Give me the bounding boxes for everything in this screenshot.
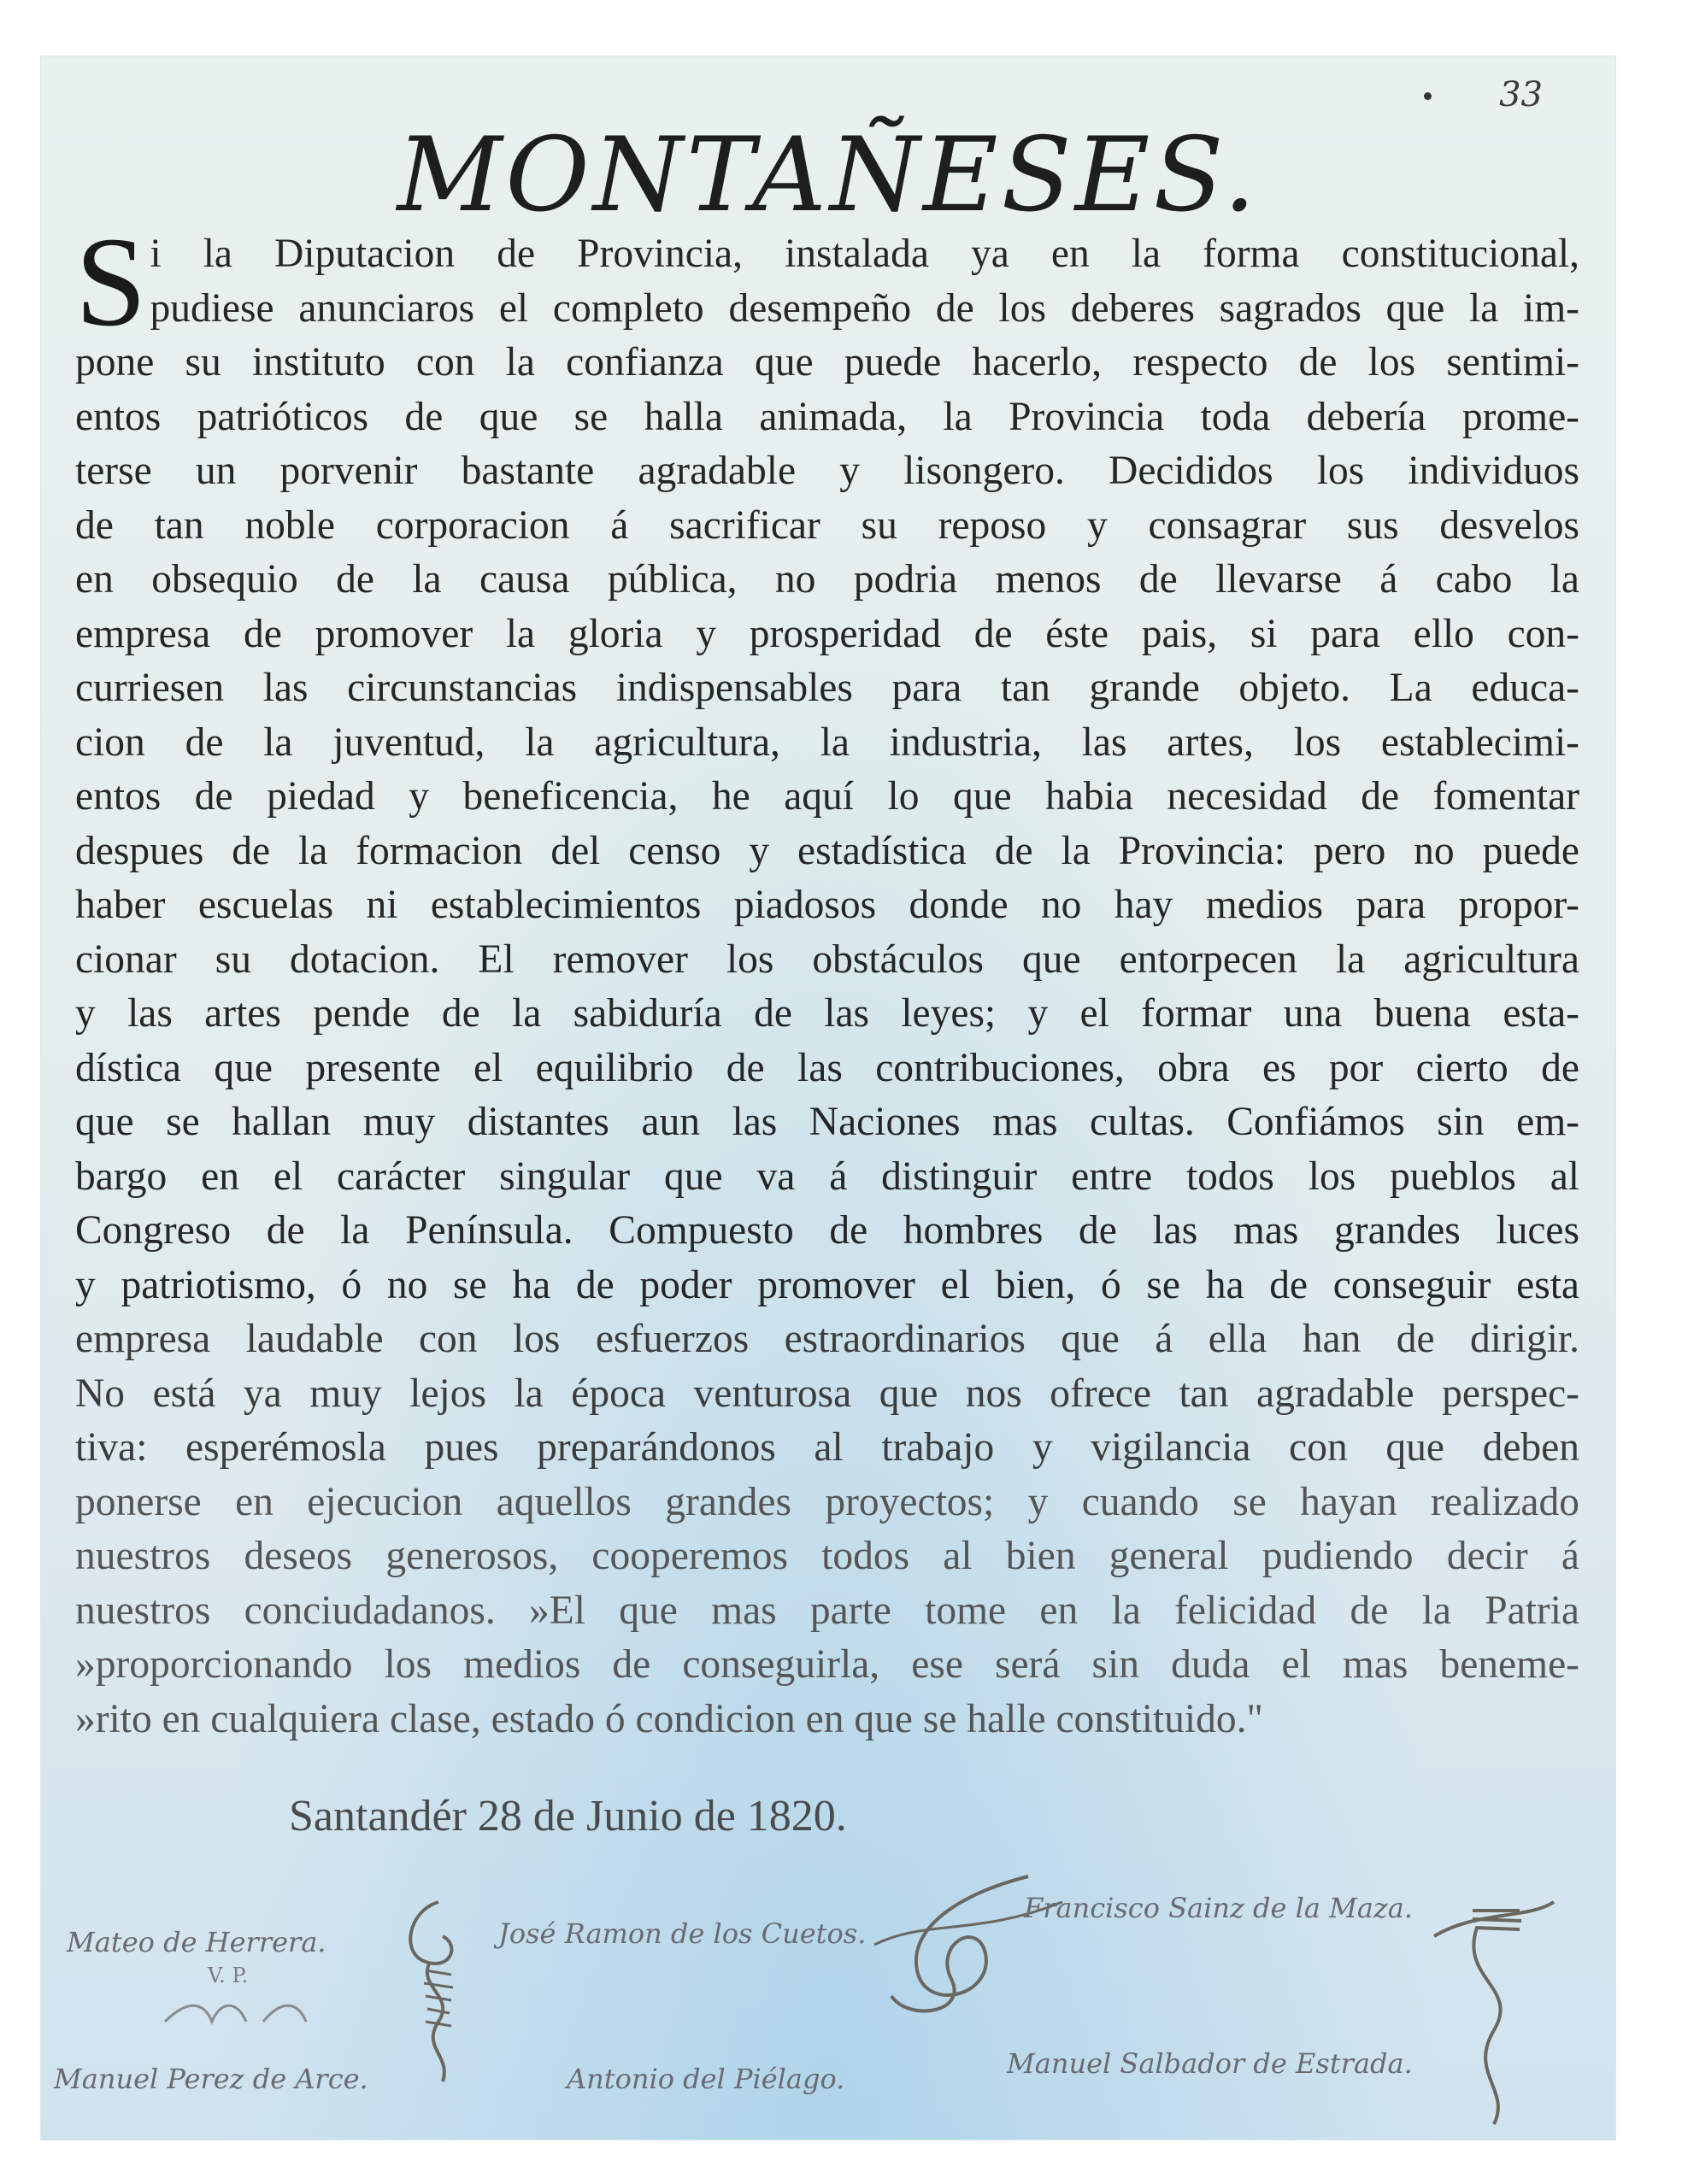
signatory-name: Manuel Perez de Arce.: [54, 2063, 368, 2095]
rubric-flourish-icon: [391, 1893, 485, 2099]
body-line: cionar su dotacion. El remover los obstáculos que entorpecen la agricultura: [75, 936, 1579, 982]
body-line: despues de la formacion del censo y estadística de la Provincia: pero no puede: [75, 828, 1579, 873]
body-line: entos de piedad y beneficencia, he aquí lo que habia necesidad de fomentar: [75, 774, 1579, 819]
body-line: dística que presente el equilibrio de las contribuciones, obra es por cierto de: [75, 1045, 1579, 1090]
body-line: empresa laudable con los esfuerzos estraordinarios que á ella han de dirigir.: [75, 1317, 1579, 1361]
page-number: 33: [1499, 75, 1543, 114]
body-line: en obsequio de la causa pública, no podria menos de llevarse á cabo la: [75, 557, 1579, 602]
body-line: empresa de promover la gloria y prosperidad de éste pais, si para ello con-: [75, 611, 1579, 656]
dateline: Santandér 28 de Junio de 1820.: [289, 1792, 847, 1841]
body-line: terse un porvenir bastante agradable y lisongero. Decididos los individuos: [75, 449, 1579, 493]
body-line: pone su instituto con la confianza que puede hacerlo, respecto de los sentimi-: [75, 340, 1579, 385]
signatory-name: José Ramon de los Cuetos.: [498, 1917, 867, 1950]
body-line: cion de la juventud, la agricultura, la industria, las artes, los establecimi-: [75, 719, 1579, 765]
body-line: y patriotismo, ó no se ha de poder promover el bien, ó se ha de conseguir esta: [75, 1262, 1579, 1307]
body-line: Congreso de la Península. Compuesto de hombres de las mas grandes luces: [75, 1208, 1579, 1253]
body-line: que se hallan muy distantes aun las Naciones mas cultas. Confiámos sin em-: [75, 1100, 1579, 1144]
body-line: y las artes pende de la sabiduría de las leyes; y el formar una buena esta-: [75, 991, 1579, 1036]
body-line: entos patrióticos de que se halla animada, la Provincia toda debería prome-: [75, 394, 1579, 439]
signatory-name: Manuel Salbador de Estrada.: [1007, 2047, 1413, 2080]
body-line: »rito en cualquiera clase, estado ó condicion en que se halle constituido.": [75, 1696, 1263, 1741]
document-title: MONTAÑESES.: [397, 116, 1260, 235]
body-line: nuestros conciudadanos. »El que mas parte tome en la felicidad de la Patria: [75, 1588, 1579, 1633]
drop-cap: S: [75, 211, 147, 353]
rubric-flourish-icon: [1426, 1876, 1562, 2133]
signatory-name: Antonio del Piélago.: [567, 2063, 845, 2095]
body-line: bargo en el carácter singular que va á distinguir entre todos los pueblos al: [75, 1154, 1579, 1199]
body-line: nuestros deseos generosos, cooperemos todos al bien general pudiendo decir á: [75, 1534, 1579, 1578]
body-line: ponerse en ejecucion aquellos grandes proyectos; y cuando se hayan realizado: [75, 1479, 1579, 1524]
body-line: No está ya muy lejos la época venturosa que nos ofrece tan agradable perspec-: [75, 1371, 1579, 1416]
ink-dot: [1424, 92, 1432, 100]
signatory-name: Francisco Sainz de la Maza.: [1024, 1892, 1414, 1924]
proclamation-body: [75, 211, 1579, 1747]
document-sheet: [41, 56, 1615, 2140]
body-line: tiva: esperémosla pues preparándonos al trabajo y vigilancia con que deben: [75, 1425, 1579, 1470]
signatory-title: V. P.: [208, 1964, 249, 1987]
signatory-name: Mateo de Herrera.: [67, 1926, 326, 1958]
body-line: curriesen las circunstancias indispensables para tan grande objeto. La educa-: [75, 666, 1579, 710]
body-line: pudiese anunciaros el completo desempeño de los deberes sagrados que la im-: [150, 285, 1579, 331]
rubric-flourish-icon: [161, 1996, 332, 2030]
body-line: haber escuelas ni establecimientos piadosos donde no hay medios para propor-: [75, 883, 1579, 927]
body-line: i la Diputacion de Provincia, instalada ya en la forma constitucional,: [150, 232, 1579, 276]
body-line: »proporcionando los medios de conseguirla, ese será sin duda el mas beneme-: [75, 1642, 1579, 1687]
body-line: de tan noble corporacion á sacrificar su reposo y consagrar sus desvelos: [75, 502, 1579, 548]
